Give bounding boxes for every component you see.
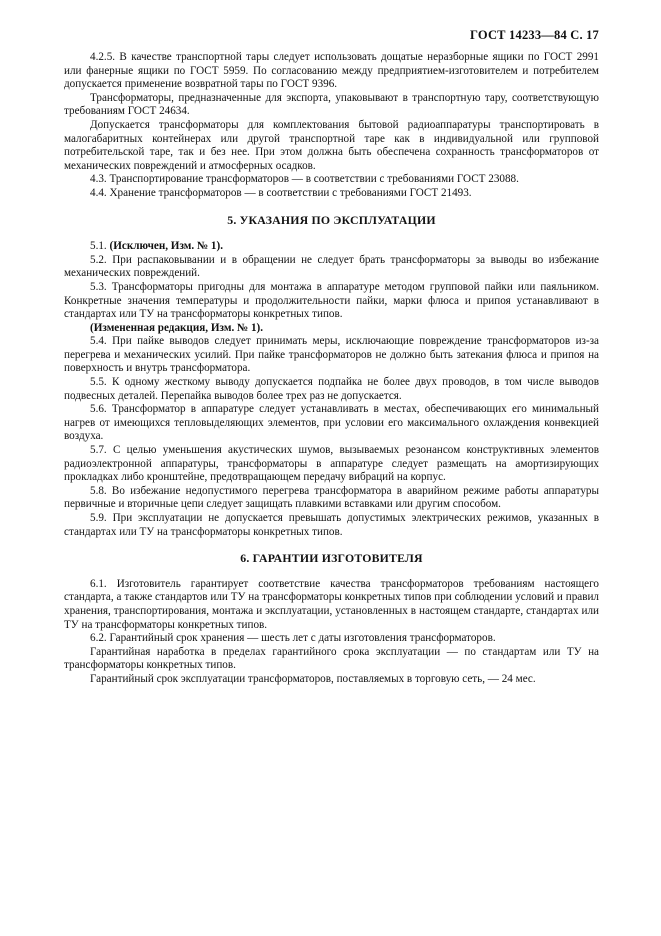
paragraph-6-2-warranty-operation: Гарантийная наработка в пределах гарантийного срока эксплуатации — по стандартам или ТУ на трансформаторы конкретных типов. <box>64 645 599 672</box>
paragraph-5-1 <box>64 240 599 254</box>
document-body <box>64 51 599 687</box>
page-header: ГОСТ 14233—84 С. 17 <box>470 28 599 42</box>
paragraph-5-4: 5.4. При пайке выводов следует принимать меры, исключающие повреждение трансформаторов из-за перегрева и механических усилий. При пайке трансформаторов не должно быть затекания флюса и припоя на поверхность и внутрь трансформатора. <box>64 335 599 375</box>
paragraph-5-1-number: 5.1. <box>90 240 107 253</box>
paragraph-6-2: 6.2. Гарантийный срок хранения — шесть лет с даты изготовления трансформаторов. <box>90 632 496 645</box>
paragraph-6-1: 6.1. Изготовитель гарантирует соответствие качества трансформаторов требованиям настоящего стандарта, а также стандартов или ТУ на трансформаторы конкретных типов при соблюдении условий и правил хранения, транспортирования, монтажа и эксплуатации, установленных в настоящем стандарте, стандартах или ТУ на трансформаторы конкретных типов. <box>64 577 599 631</box>
paragraph-4-2-5: 4.2.5. В качестве транспортной тары следует использовать дощатые неразборные ящики по ГОСТ 2991 или фанерные ящики по ГОСТ 5959. По согласованию между предприятием-изготовителем и потребителем допускается применение возвратной тары по ГОСТ 9396. <box>64 51 599 91</box>
paragraph-5-1-note: (Исключен, Изм. № 1). <box>109 240 223 253</box>
paragraph-5-2: 5.2. При распаковывании и в обращении не следует брать трансформаторы за выводы во избежание механических повреждений. <box>64 253 599 280</box>
paragraph-4-3: 4.3. Транспортирование трансформаторов — в соответствии с требованиями ГОСТ 23088. <box>90 173 519 186</box>
paragraph-5-7: 5.7. С целью уменьшения акустических шумов, вызываемых резонансом конструктивных элементов радиоэлектронной аппаратуры, трансформаторы в аппаратуре следует размещать на амортизирующих прокладках либо кронштейне, предотвращающем передачу вибраций на корпус. <box>64 444 599 484</box>
section-6-title: 6. ГАРАНТИИ ИЗГОТОВИТЕЛЯ <box>240 551 423 566</box>
paragraph-household-transport: Допускается трансформаторы для комплектования бытовой радиоаппаратуры транспортировать в малогабаритных контейнерах или другой транспортной таре как в индивидуальной или групповой потребительской таре, так и без нее. При этом должна быть обеспечена сохранность трансформаторов от механических повреждений и атмосферных осадков. <box>64 118 599 172</box>
paragraph-6-2-retail-warranty: Гарантийный срок эксплуатации трансформаторов, поставляемых в торговую сеть, — 24 мес. <box>90 672 536 685</box>
paragraph-5-3-amendment: (Измененная редакция, Изм. № 1). <box>90 321 264 334</box>
paragraph-5-5: 5.5. К одному жесткому выводу допускается подпайка не более двух проводов, в том числе выводов подвесных деталей. Перепайка выводов более трех раз не допускается. <box>64 376 599 402</box>
paragraph-4-4: 4.4. Хранение трансформаторов — в соответствии с требованиями ГОСТ 21493. <box>90 186 472 199</box>
paragraph-5-3: 5.3. Трансформаторы пригодны для монтажа в аппаратуре методом групповой пайки или паяльником. Конкретные значения температуры и продолжительности пайки, марки флюса и припоя устанавливают в стандартах или ТУ на трансформаторы конкретных типов. <box>64 280 599 321</box>
paragraph-5-8: 5.8. Во избежание недопустимого перегрева трансформатора в аварийном режиме работы аппаратуры первичные и вторичные цепи следует защищать плавкими вставками или другим способом. <box>64 484 599 511</box>
paragraph-export-packaging: Трансформаторы, предназначенные для экспорта, упаковывают в транспортную тару, соответствующую требованиям ГОСТ 24634. <box>64 91 599 118</box>
paragraph-5-9: 5.9. При эксплуатации не допускается превышать допустимых электрических режимов, указанных в стандартах или ТУ на трансформаторы конкретных типов. <box>64 512 599 538</box>
section-5-title: 5. УКАЗАНИЯ ПО ЭКСПЛУАТАЦИИ <box>227 212 436 227</box>
paragraph-5-6: 5.6. Трансформатор в аппаратуре следует устанавливать в местах, обеспечивающих его минимальный нагрев от имеющихся тепловыделяющих элементов, при условии его максимального охлаждения конвекцией воздуха. <box>64 403 599 443</box>
